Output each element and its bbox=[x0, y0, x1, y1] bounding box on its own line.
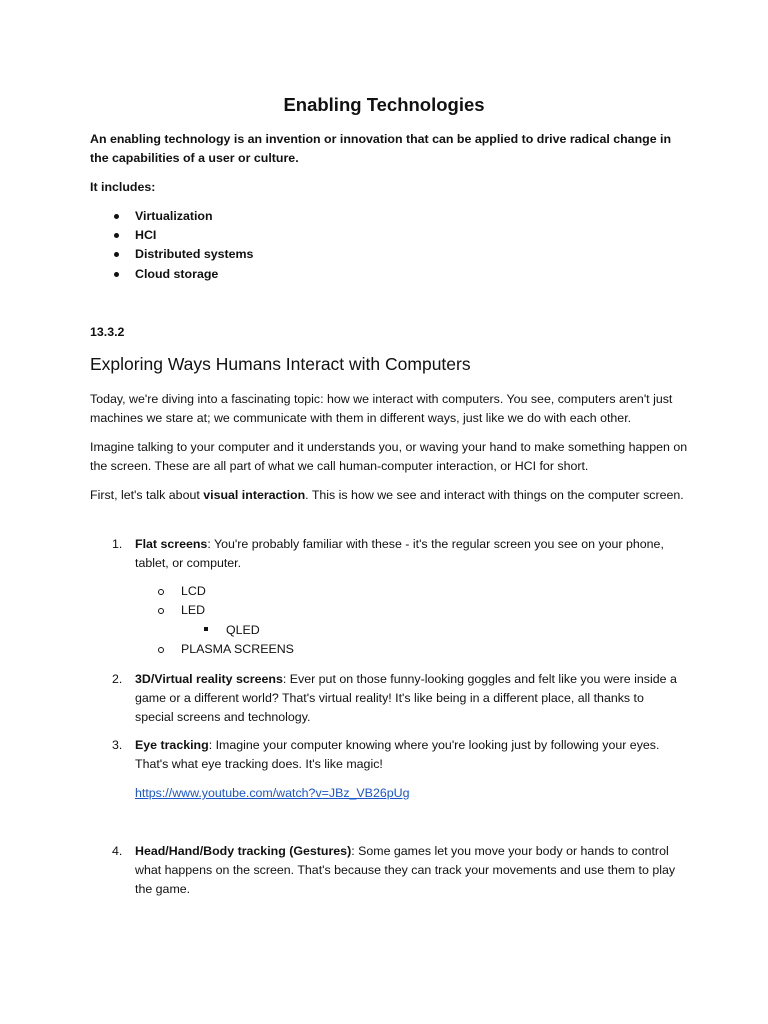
includes-label: It includes: bbox=[90, 180, 156, 194]
list-item-body-tracking bbox=[135, 842, 680, 899]
list-item: Virtualization bbox=[135, 209, 213, 223]
paragraph-3 bbox=[90, 486, 690, 505]
bullet-icon bbox=[114, 214, 119, 219]
item-number: 4. bbox=[112, 844, 123, 858]
bullet-icon bbox=[114, 233, 119, 238]
sub-list-item: PLASMA SCREENS bbox=[181, 642, 294, 656]
item-number: 2. bbox=[112, 672, 123, 686]
list-item: Cloud storage bbox=[135, 267, 219, 281]
circle-bullet-icon bbox=[158, 589, 164, 595]
section-heading: Exploring Ways Humans Interact with Computers bbox=[90, 354, 471, 374]
paragraph-2: Imagine talking to your computer and it understands you, or waving your hand to make something happen on the screen. These are all part of what we call human-computer interaction, or HCI for short. bbox=[90, 440, 688, 473]
sub-sub-list-item: QLED bbox=[226, 623, 260, 637]
list-item-vr-screens bbox=[135, 670, 680, 727]
item-term: 3D/Virtual reality screens bbox=[135, 672, 283, 686]
bullet-icon bbox=[114, 252, 119, 257]
section-number: 13.3.2 bbox=[90, 325, 125, 339]
item-number: 3. bbox=[112, 738, 123, 752]
item-term: Eye tracking bbox=[135, 738, 209, 752]
paragraph-3-pre: First, let's talk about bbox=[90, 488, 204, 502]
paragraph-3-post: . This is how we see and interact with things on the computer screen. bbox=[305, 488, 684, 502]
sub-list-item: LED bbox=[181, 603, 206, 617]
item-text: : Imagine your computer knowing where you're looking just by following your eyes. That's what eye tracking does. It's like magic! bbox=[135, 738, 660, 771]
intro-paragraph: An enabling technology is an invention or innovation that can be applied to drive radical change in the capabilities of a user or culture. bbox=[90, 132, 672, 165]
video-link-line bbox=[135, 784, 680, 803]
item-term: Flat screens bbox=[135, 537, 208, 551]
item-number: 1. bbox=[112, 537, 123, 551]
circle-bullet-icon bbox=[158, 647, 164, 653]
list-item: Distributed systems bbox=[135, 247, 254, 261]
square-bullet-icon bbox=[204, 627, 208, 631]
circle-bullet-icon bbox=[158, 608, 164, 614]
item-text: : Some games let you move your body or hands to control what happens on the screen. That's because they can track your movements and use them to play the game. bbox=[135, 844, 676, 896]
paragraph-3-bold: visual interaction bbox=[203, 488, 306, 502]
item-text: : Ever put on those funny-looking goggles and felt like you were inside a game or a different world? That's virtual reality! It's like being in a different place, all thanks to special screens and technology. bbox=[135, 672, 677, 724]
page-title: Enabling Technologies bbox=[283, 94, 485, 115]
paragraph-1: Today, we're diving into a fascinating topic: how we interact with computers. You see, computers aren't just machines we stare at; we communicate with them in different ways, just like we do with each other. bbox=[90, 392, 673, 425]
list-item: HCI bbox=[135, 228, 157, 242]
sub-list-item: LCD bbox=[181, 584, 206, 598]
list-item-eye-tracking bbox=[135, 736, 680, 774]
list-item-flat-screens bbox=[135, 535, 680, 573]
item-text: : You're probably familiar with these - it's the regular screen you see on your phone, tablet, or computer. bbox=[135, 537, 664, 570]
bullet-icon bbox=[114, 272, 119, 277]
video-link[interactable]: https://www.youtube.com/watch?v=JBz_VB26pUg bbox=[135, 786, 410, 800]
item-term: Head/Hand/Body tracking (Gestures) bbox=[135, 844, 352, 858]
